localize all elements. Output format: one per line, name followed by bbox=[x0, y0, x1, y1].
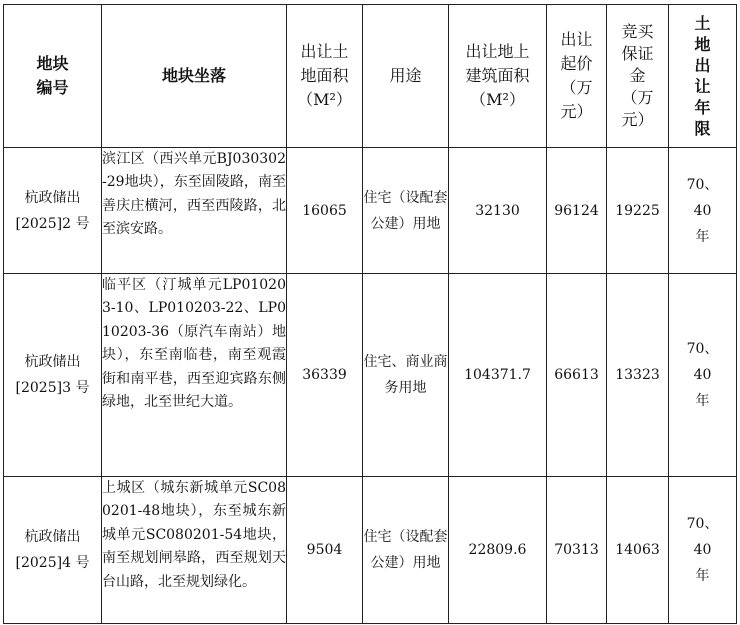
start-price-cell: 66613 bbox=[547, 274, 607, 477]
deposit-cell: 13323 bbox=[607, 274, 669, 477]
use-cell: 住宅（设配套公建）用地 bbox=[363, 148, 449, 274]
header-location: 地块坐落 bbox=[102, 5, 287, 148]
table-row bbox=[4, 477, 737, 624]
header-use: 用途 bbox=[363, 5, 449, 148]
parcel-no-cell: 杭政储出 [2025]2 号 bbox=[4, 148, 102, 274]
location-cell: 临平区（汀城单元LP010203-10、LP010203-22、LP010203-36（原汽车南站）地块），东至南临巷，南至观霞街和南平巷，西至迎宾路东侧绿地，北至世纪大道。 bbox=[102, 274, 287, 477]
table-row bbox=[4, 274, 737, 477]
term-cell: 70、 40 年 bbox=[669, 477, 737, 624]
location-cell: 上城区（城东新城单元SC080201-48地块），东至城东新城单元SC080201-54地块，南至规划闸皋路，西至规划天台山路，北至规划绿化。 bbox=[102, 477, 287, 624]
start-price-cell: 96124 bbox=[547, 148, 607, 274]
table-row bbox=[4, 148, 737, 274]
header-row bbox=[4, 5, 737, 148]
header-deposit: 竞买 保证 金 （万 元） bbox=[607, 5, 669, 148]
parcel-no-cell: 杭政储出 [2025]3 号 bbox=[4, 274, 102, 477]
use-cell: 住宅、商业商务用地 bbox=[363, 274, 449, 477]
use-cell: 住宅（设配套公建）用地 bbox=[363, 477, 449, 624]
location-cell: 滨江区（西兴单元BJ030302-29地块），东至固陵路，南至善庆庄横河，西至西陵路，北至滨安路。 bbox=[102, 148, 287, 274]
building-area-cell: 22809.6 bbox=[449, 477, 547, 624]
header-term: 土 地 出 让 年 限 bbox=[669, 5, 737, 148]
building-area-cell: 104371.7 bbox=[449, 274, 547, 477]
land-area-cell: 9504 bbox=[287, 477, 363, 624]
header-building-area: 出让地上 建筑面积 （M²） bbox=[449, 5, 547, 148]
header-start-price: 出让 起价 （万 元） bbox=[547, 5, 607, 148]
deposit-cell: 14063 bbox=[607, 477, 669, 624]
parcel-no-cell: 杭政储出 [2025]4 号 bbox=[4, 477, 102, 624]
land-parcel-table bbox=[3, 4, 737, 624]
deposit-cell: 19225 bbox=[607, 148, 669, 274]
land-area-cell: 16065 bbox=[287, 148, 363, 274]
building-area-cell: 32130 bbox=[449, 148, 547, 274]
header-land-area: 出让土 地面积 （M²） bbox=[287, 5, 363, 148]
start-price-cell: 70313 bbox=[547, 477, 607, 624]
land-area-cell: 36339 bbox=[287, 274, 363, 477]
term-cell: 70、 40 年 bbox=[669, 148, 737, 274]
header-parcel-no: 地块 编号 bbox=[4, 5, 102, 148]
term-cell: 70、 40 年 bbox=[669, 274, 737, 477]
